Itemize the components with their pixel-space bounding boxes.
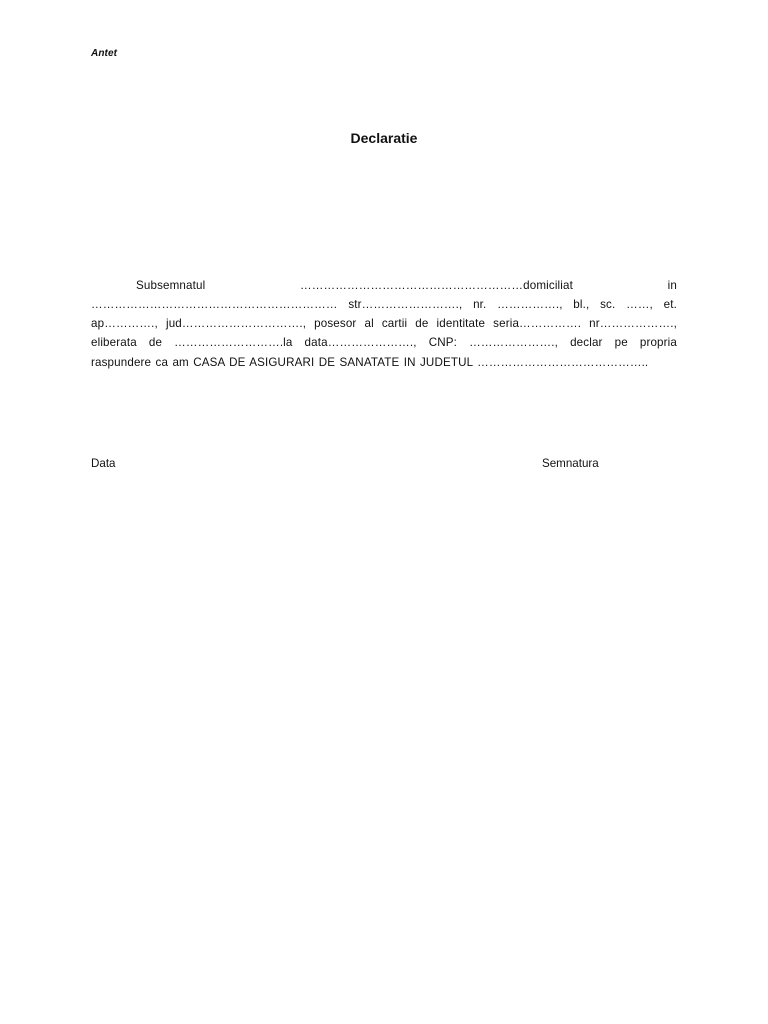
header-note: Antet [91,48,118,59]
document-title: Declaratie [350,130,418,146]
signature-label: Semnatura [542,457,599,470]
date-label: Data [91,457,116,470]
declaration-body: Subsemnatul …………………………………………………domiciliat in ……………………………………………………… str……………………., nr. ……………., bl., sc. ……, et. ap…………., jud…………………………., posesor al cartii de identitate seria……………. nr………………., eliberata de ……………………….la data…………………., CNP: …………………., declar pe propria raspundere ca am CASA DE ASIGURARI DE SANATATE IN JUDETUL …………………………………….. [91,278,677,369]
